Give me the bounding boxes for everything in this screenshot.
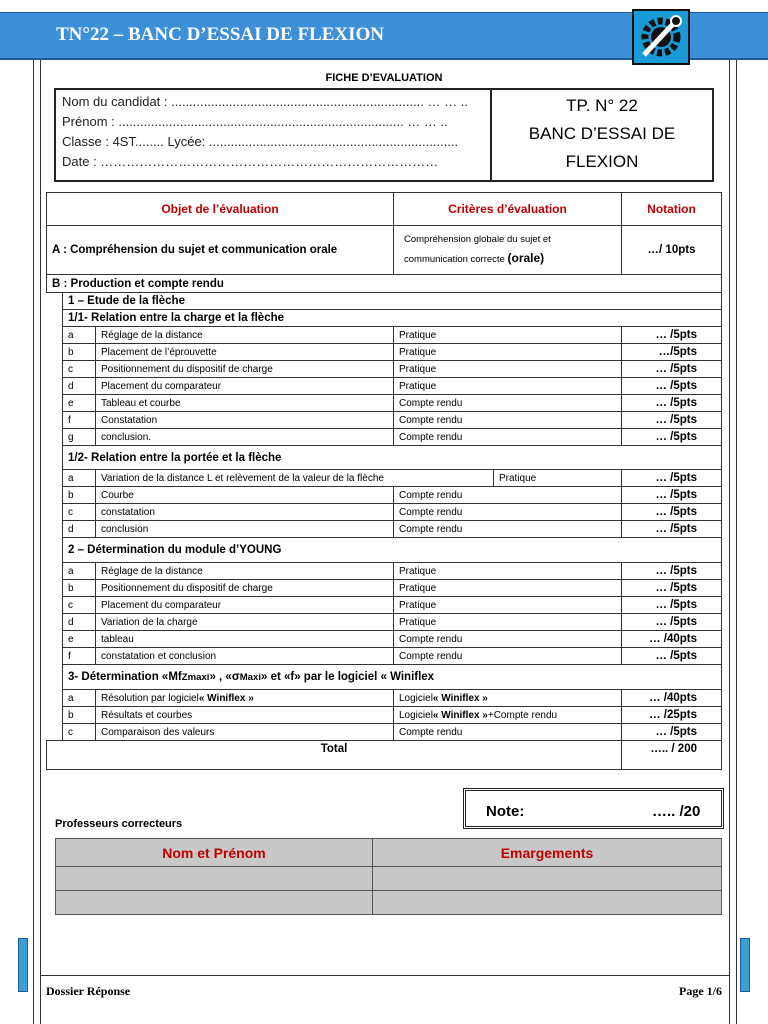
item-criteria: Pratique xyxy=(493,469,622,487)
item-letter: b xyxy=(62,343,96,361)
prof-signature-cell[interactable] xyxy=(372,890,722,915)
section-heading: 2 – Détermination du module d’YOUNG xyxy=(62,537,722,563)
item-score: …/5pts xyxy=(621,343,722,361)
tp-number: TP. N° 22 xyxy=(566,96,638,115)
row-a-label: A : Compréhension du sujet et communication orale xyxy=(46,225,394,275)
item-label: conclusion. xyxy=(95,428,394,446)
item-label: Constatation xyxy=(95,411,394,429)
footer-page: Page 1/6 xyxy=(679,984,722,998)
header-notation: Notation xyxy=(621,192,722,226)
item-letter: e xyxy=(62,394,96,412)
footer-divider xyxy=(40,975,730,976)
item-label: constatation xyxy=(95,503,394,521)
item-label: Placement du comparateur xyxy=(95,377,394,395)
note-value[interactable]: ….. /20 xyxy=(652,803,701,820)
item-score: … /5pts xyxy=(621,520,722,538)
item-letter: a xyxy=(62,562,96,580)
item-label: Réglage de la distance xyxy=(95,562,394,580)
section-heading: 3- Détermination «Mf Zmaxi » , «σ Maxi » et «f» par le logiciel « Winiflex xyxy=(62,664,722,690)
item-letter: a xyxy=(62,689,96,707)
item-score: … /40pts xyxy=(621,630,722,648)
item-score: … /5pts xyxy=(621,428,722,446)
item-label: Réglage de la distance xyxy=(95,326,394,344)
document-title: TN°22 – BANC D’ESSAI DE FLEXION xyxy=(56,24,385,45)
item-letter: d xyxy=(62,377,96,395)
firstname-field[interactable]: Prénom : ............................................................................... … … .. xyxy=(62,114,448,129)
prof-signature-cell[interactable] xyxy=(372,866,722,891)
prof-header-name: Nom et Prénom xyxy=(55,838,373,867)
item-score: … /5pts xyxy=(621,503,722,521)
item-letter: f xyxy=(62,411,96,429)
item-label: constatation et conclusion xyxy=(95,647,394,665)
item-letter: c xyxy=(62,723,96,741)
item-label: Placement de l’éprouvette xyxy=(95,343,394,361)
item-score: … /5pts xyxy=(621,562,722,580)
item-score: … /5pts xyxy=(621,723,722,741)
item-criteria: Pratique xyxy=(393,562,622,580)
note-label: Note: xyxy=(486,803,525,820)
item-criteria: Compte rendu xyxy=(393,428,622,446)
item-criteria: Compte rendu xyxy=(393,647,622,665)
item-score: … /5pts xyxy=(621,411,722,429)
item-criteria: Logiciel « Winiflex » xyxy=(393,689,622,707)
item-score: … /5pts xyxy=(621,469,722,487)
class-lycee-field[interactable]: Classe : 4ST........ Lycée: ..................................................................... xyxy=(62,134,459,149)
item-score: … /5pts xyxy=(621,596,722,614)
item-letter: b xyxy=(62,579,96,597)
fiche-title: FICHE D’EVALUATION xyxy=(325,72,443,84)
item-criteria: Pratique xyxy=(393,360,622,378)
professeurs-title: Professeurs correcteurs xyxy=(55,818,183,830)
row-a-criteria-line1: Compréhension globale du sujet et xyxy=(404,234,551,245)
item-letter: c xyxy=(62,503,96,521)
item-criteria: Pratique xyxy=(393,377,622,395)
item-criteria: Compte rendu xyxy=(393,503,622,521)
side-tab-right xyxy=(740,938,750,992)
item-score: … /40pts xyxy=(621,689,722,707)
item-letter: e xyxy=(62,630,96,648)
tp-subject-line1: BANC D’ESSAI DE xyxy=(528,124,676,143)
item-criteria: Compte rendu xyxy=(393,394,622,412)
item-label: Positionnement du dispositif de charge xyxy=(95,360,394,378)
item-criteria: Pratique xyxy=(393,326,622,344)
item-criteria: Pratique xyxy=(393,579,622,597)
row-a-criteria-bold: (orale) xyxy=(507,251,545,265)
item-label: Comparaison des valeurs xyxy=(95,723,394,741)
tp-subject-line2: FLEXION xyxy=(565,152,639,171)
item-letter: b xyxy=(62,706,96,724)
item-label: tableau xyxy=(95,630,394,648)
item-letter: a xyxy=(62,469,96,487)
item-letter: b xyxy=(62,486,96,504)
row-a-criteria xyxy=(393,225,622,275)
prof-name-cell[interactable] xyxy=(55,866,373,891)
item-label: Résultats et courbes xyxy=(95,706,394,724)
item-letter: d xyxy=(62,520,96,538)
item-score: … /25pts xyxy=(621,706,722,724)
item-criteria: Compte rendu xyxy=(393,630,622,648)
item-label: Variation de la distance L et relèvement de la valeur de la flèche xyxy=(95,469,494,487)
row-a-criteria-line2: communication correcte xyxy=(404,254,505,265)
item-criteria: Compte rendu xyxy=(393,520,622,538)
prof-name-cell[interactable] xyxy=(55,890,373,915)
item-letter: a xyxy=(62,326,96,344)
item-score: … /5pts xyxy=(621,377,722,395)
item-letter: c xyxy=(62,596,96,614)
item-score: … /5pts xyxy=(621,486,722,504)
item-criteria: Compte rendu xyxy=(393,723,622,741)
item-criteria: Pratique xyxy=(393,596,622,614)
header-criteres: Critères d’évaluation xyxy=(393,192,622,226)
item-label: Tableau et courbe xyxy=(95,394,394,412)
item-criteria: Logiciel « Winiflex » +Compte rendu xyxy=(393,706,622,724)
item-label: Résolution par logiciel « Winiflex » xyxy=(95,689,394,707)
item-criteria: Pratique xyxy=(393,613,622,631)
candidate-name-field[interactable]: Nom du candidat : ...................................................................... … … .. xyxy=(62,94,469,109)
item-label: Positionnement du dispositif de charge xyxy=(95,579,394,597)
item-label: Variation de la charge xyxy=(95,613,394,631)
header-objet: Objet de l’évaluation xyxy=(46,192,394,226)
section-heading: 1/1- Relation entre la charge et la flèche xyxy=(62,309,722,327)
item-score: … /5pts xyxy=(621,326,722,344)
row-b-label: B : Production et compte rendu xyxy=(46,274,722,293)
row-a-score: …/ 10pts xyxy=(621,225,722,275)
item-criteria: Pratique xyxy=(393,343,622,361)
note-box xyxy=(463,788,724,829)
item-label: Courbe xyxy=(95,486,394,504)
item-score: … /5pts xyxy=(621,613,722,631)
item-letter: f xyxy=(62,647,96,665)
section-heading: 1/2- Relation entre la portée et la flèche xyxy=(62,445,722,470)
item-letter: c xyxy=(62,360,96,378)
footer-left: Dossier Réponse xyxy=(46,984,131,998)
item-score: … /5pts xyxy=(621,647,722,665)
total-score: ….. / 200 xyxy=(621,740,722,770)
item-letter: g xyxy=(62,428,96,446)
item-label: Placement du comparateur xyxy=(95,596,394,614)
item-score: … /5pts xyxy=(621,360,722,378)
section-heading: 1 – Etude de la flèche xyxy=(62,292,722,310)
total-label: Total xyxy=(46,740,622,770)
item-score: … /5pts xyxy=(621,394,722,412)
prof-header-signature: Emargements xyxy=(372,838,722,867)
date-field[interactable]: Date : …………………………………………………………………… xyxy=(62,154,439,169)
item-criteria: Compte rendu xyxy=(393,486,622,504)
side-tab-left xyxy=(18,938,28,992)
item-letter: d xyxy=(62,613,96,631)
item-label: conclusion xyxy=(95,520,394,538)
item-criteria: Compte rendu xyxy=(393,411,622,429)
item-score: … /5pts xyxy=(621,579,722,597)
